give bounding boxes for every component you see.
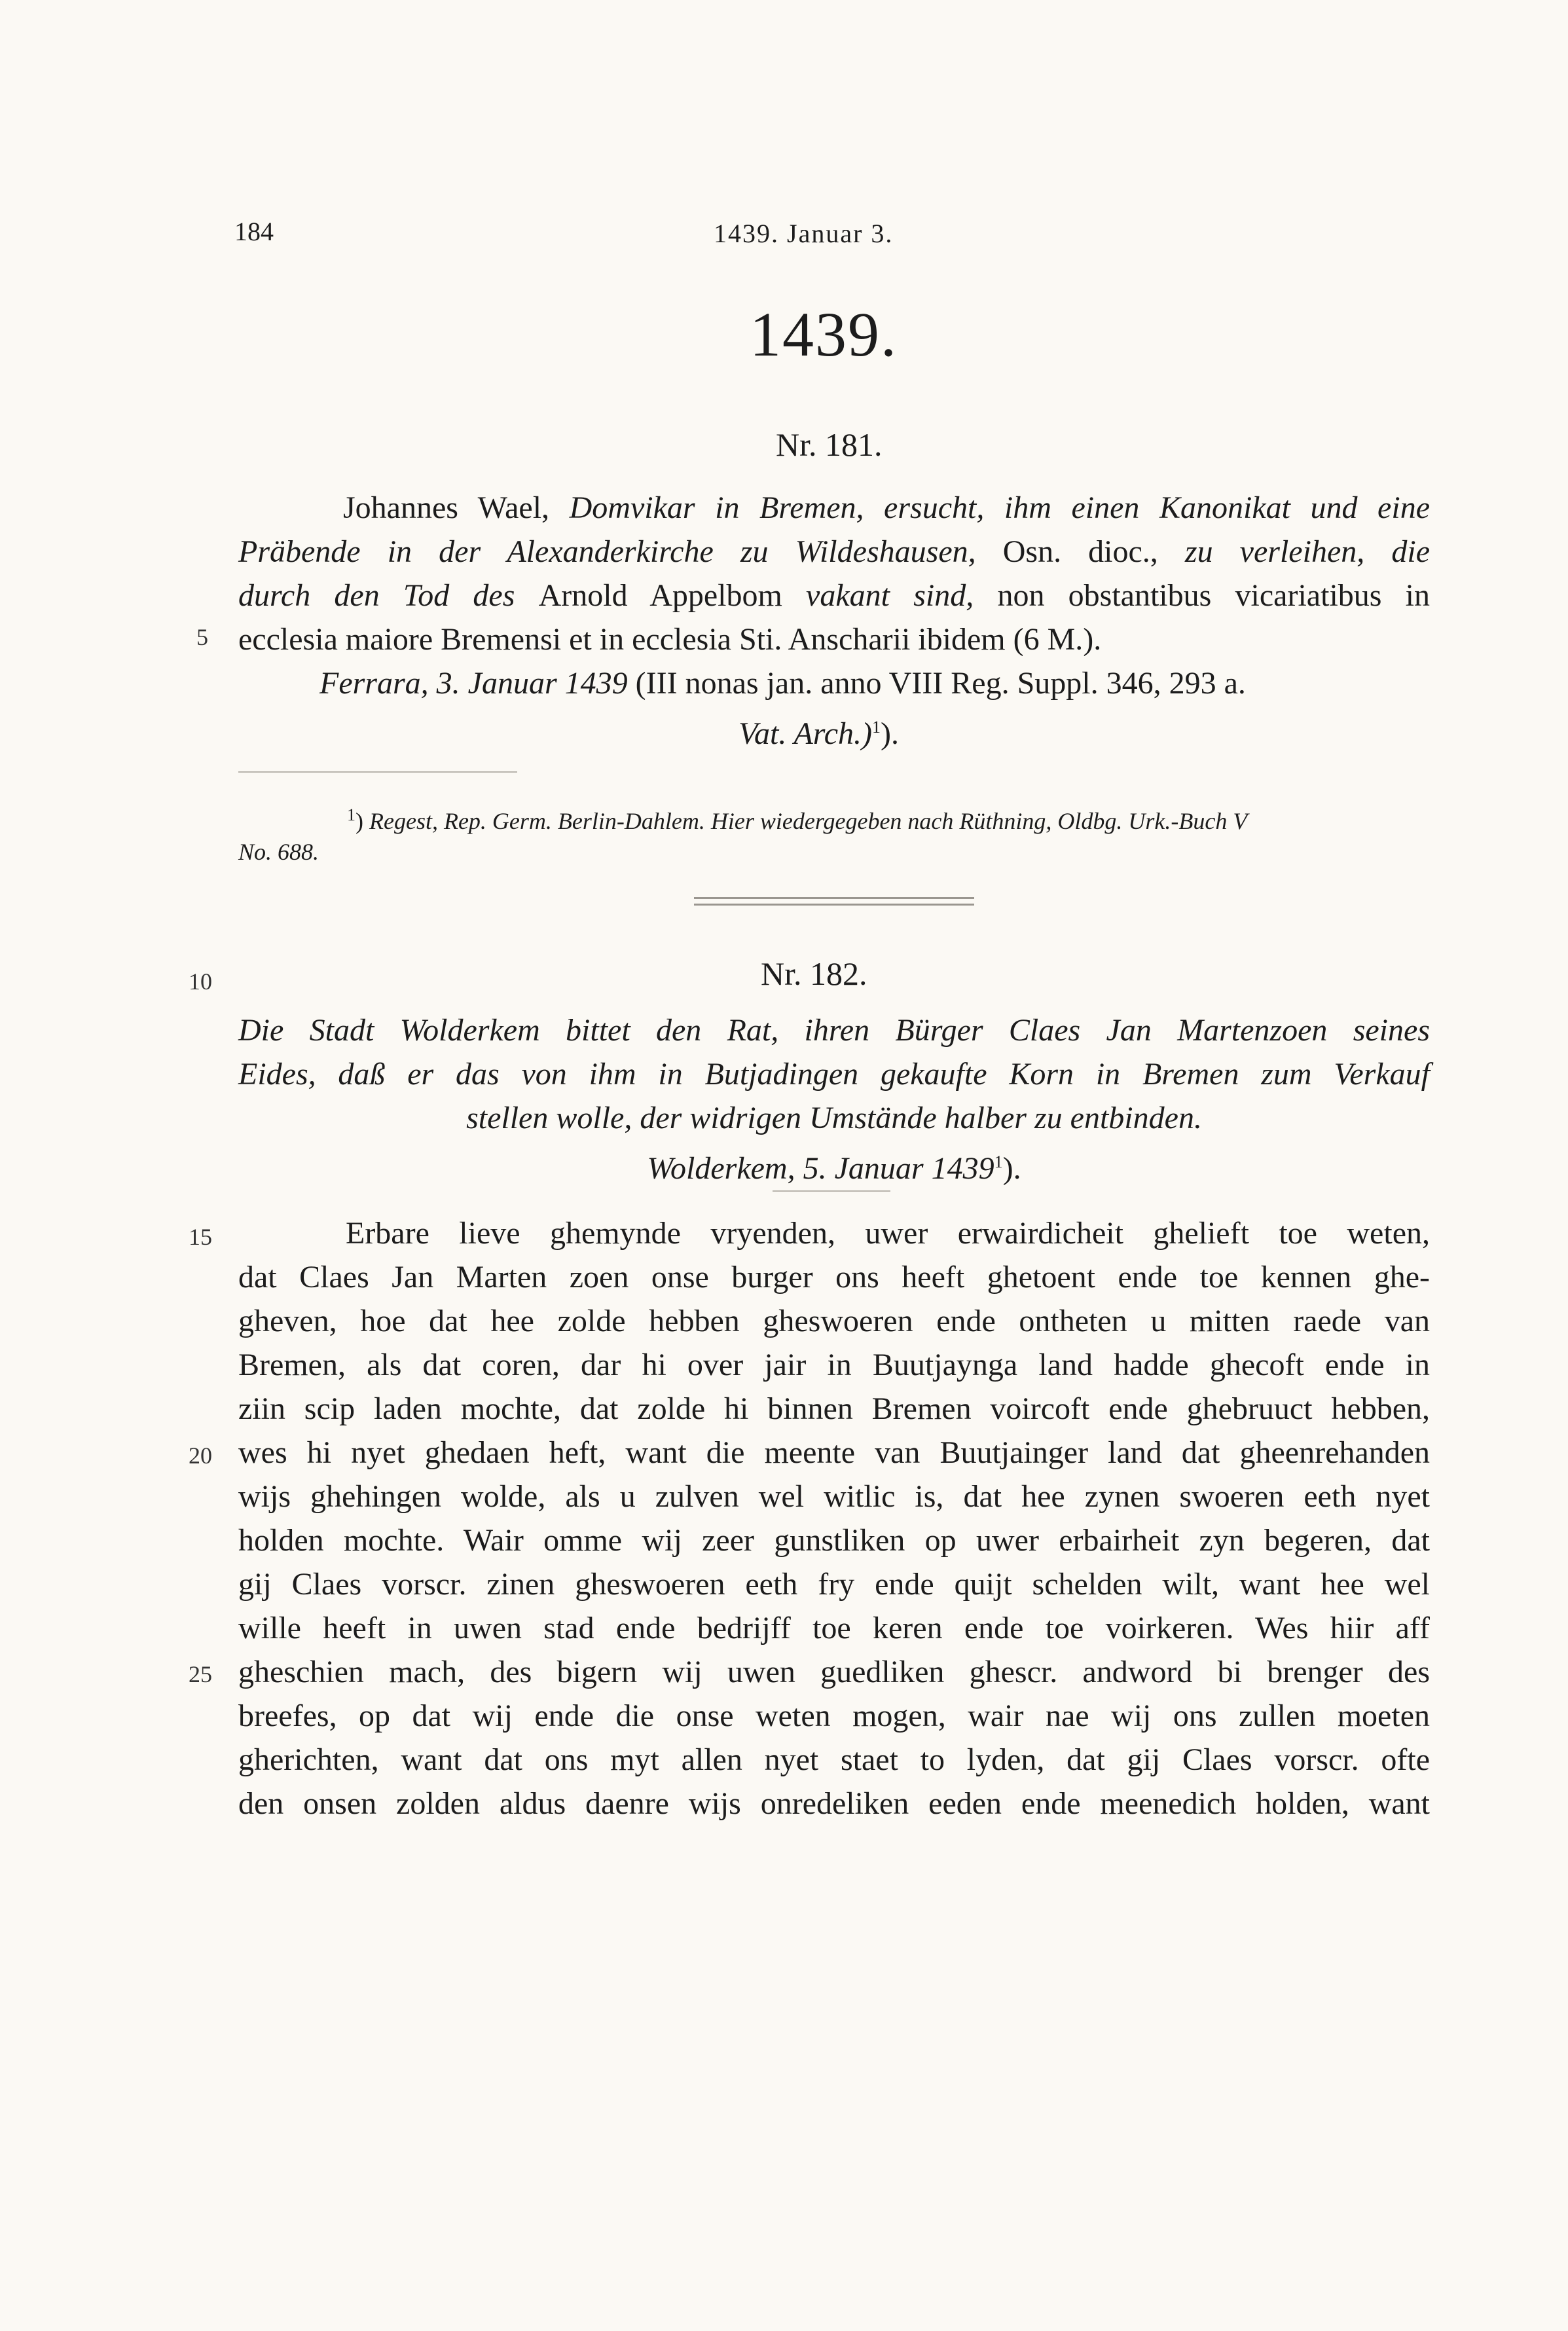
text-line: gherichten, want dat ons myt allen nyet staet to lyden, dat gij Claes vorscr. ofte: [238, 1742, 1430, 1777]
text-line: holden mochte. Wair omme wij zeer gunstliken op uwer erbairheit zyn begeren, dat: [238, 1523, 1430, 1558]
running-title: 1439. Januar 3.: [714, 219, 894, 248]
regest-181-line-2: Präbende in der Alexanderkirche zu Wildeshausen, Osn. dioc., zu verleihen, die: [238, 534, 1430, 569]
section-divider-top: [694, 897, 974, 899]
document-number-182: Nr. 182.: [761, 955, 867, 992]
date-line-181: Ferrara, 3. Januar 1439 (III nonas jan. anno VIII Reg. Suppl. 346, 293 a.: [319, 666, 1246, 701]
line-number: 15: [189, 1224, 212, 1250]
archive-line-181: Vat. Arch.)$^1$).: [738, 716, 899, 751]
date-underline: [773, 1190, 890, 1192]
text-line: Erbare lieve ghemynde vryenden, uwer erwairdicheit ghelieft toe weten,: [346, 1216, 1430, 1251]
text-line: breefes, op dat wij ende die onse weten mogen, wair nae wij ons zullen moeten: [238, 1698, 1430, 1733]
regest-181-line-4: ecclesia maiore Bremensi et in ecclesia Sti. Anscharii ibidem (6 M.).: [238, 622, 1102, 657]
text-line: ziin scip laden mochte, dat zolde hi binnen Bremen voircoft ende ghebruuct hebben,: [238, 1391, 1430, 1426]
regest-182-line-1: Die Stadt Wolderkem bittet den Rat, ihren Bürger Claes Jan Martenzoen seines: [238, 1013, 1430, 1048]
text-line: wijs ghehingen wolde, als u zulven wel witlic is, dat hee zynen swoeren eeth nyet: [238, 1479, 1430, 1514]
regest-182-line-3: stellen wolle, der widrigen Umstände halber zu entbinden.: [466, 1101, 1202, 1135]
text-line: dat Claes Jan Marten zoen onse burger ons heeft ghetoent ende toe kennen ghe-: [238, 1260, 1430, 1294]
text-line: wes hi nyet ghedaen heft, want die meente van Buutjainger land dat gheenrehanden: [238, 1435, 1430, 1470]
text-line: gheschien mach, des bigern wij uwen guedliken ghescr. andword bi brenger des: [238, 1655, 1430, 1689]
line-number: 20: [189, 1442, 212, 1469]
footnote-divider: [238, 771, 517, 773]
year-heading: 1439.: [750, 299, 898, 369]
footnote-181-line-1: $^1$) Regest, Rep. Germ. Berlin-Dahlem. Hier wiedergegeben nach Rüthning, Oldbg. Urk.-Buch V: [347, 805, 1248, 834]
line-number: 5: [196, 624, 208, 650]
text-line: gheven, hoe dat hee zolde hebben gheswoeren ende ontheten u mitten raede van: [238, 1304, 1430, 1338]
text-line: wille heeft in uwen stad ende bedrijff toe keren ende toe voirkeren. Wes hiir aff: [238, 1611, 1430, 1645]
regest-182-line-2: Eides, daß er das von ihm in Butjadingen gekaufte Korn in Bremen zum Verkauf: [238, 1057, 1430, 1092]
line-number: 25: [189, 1661, 212, 1687]
line-number: 10: [189, 968, 212, 995]
page-number: 184: [234, 217, 274, 246]
document-number-181: Nr. 181.: [776, 426, 883, 463]
regest-181-line-1: Johannes Wael, Domvikar in Bremen, ersucht, ihm einen Kanonikat und eine: [343, 490, 1431, 525]
text-line: den onsen zolden aldus daenre wijs onredeliken eeden ende meenedich holden, want: [238, 1786, 1430, 1821]
footnote-181-line-2: No. 688.: [238, 839, 319, 865]
regest-181-line-3: durch den Tod des Arnold Appelbom vakant sind, non obstantibus vicariatibus in: [238, 578, 1431, 613]
date-line-182: Wolderkem, 5. Januar 1439$^1$).: [647, 1151, 1021, 1186]
section-divider-bottom: [694, 904, 974, 906]
text-line: gij Claes vorscr. zinen gheswoeren eeth fry ende quijt schelden wilt, want hee wel: [238, 1567, 1430, 1602]
text-line: Bremen, als dat coren, dar hi over jair in Buutjaynga land hadde ghecoft ende in: [238, 1348, 1430, 1382]
